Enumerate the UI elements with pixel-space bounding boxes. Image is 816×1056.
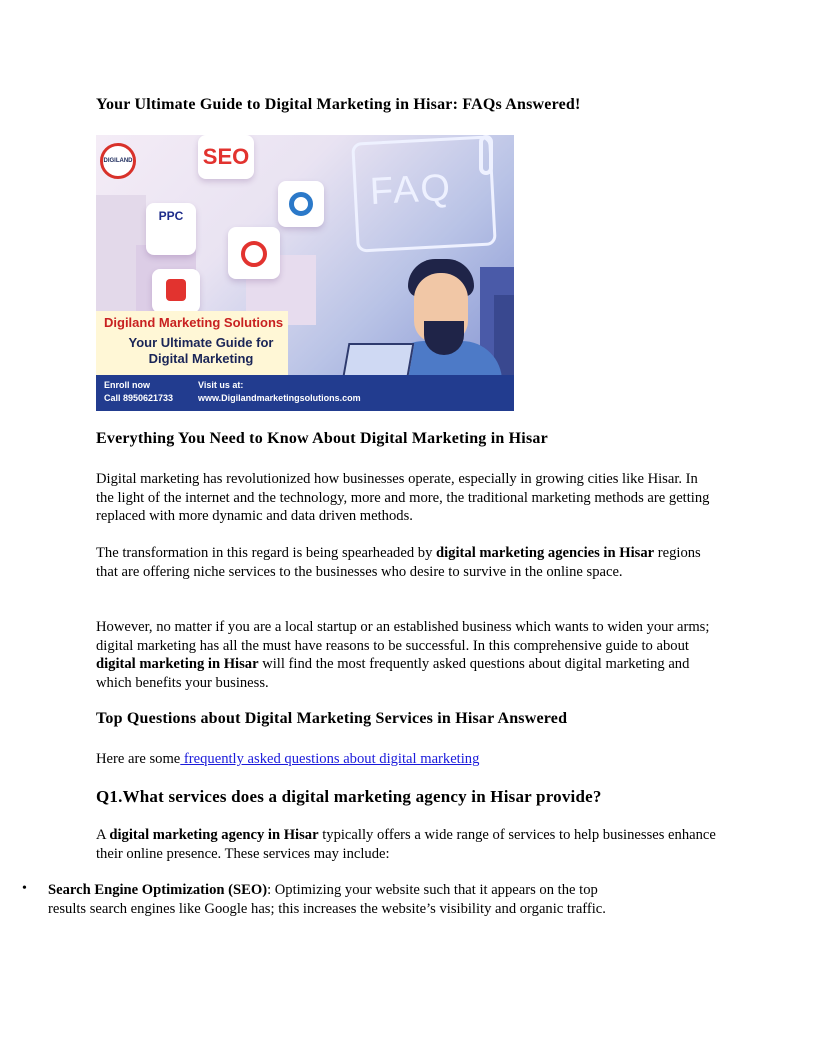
section-heading-overview: Everything You Need to Know About Digital Marketing in Hisar (96, 430, 548, 447)
paragraph-transformation: The transformation in this regard is being spearheaded by digital marketing agencies in Hisar regions that are offering niche services to the businesses who desire to survive in the online space. (96, 545, 701, 580)
seo-card-icon: SEO (198, 135, 254, 179)
paperclip-icon (479, 135, 493, 175)
services-list (0, 881, 620, 918)
section-heading-top-questions: Top Questions about Digital Marketing Services in Hisar Answered (96, 710, 568, 727)
bullet-icon: • (22, 881, 27, 896)
faq-link[interactable]: frequently asked questions about digital marketing (180, 751, 480, 767)
digiland-logo: DIGILAND (100, 143, 136, 179)
brand-name: Digiland Marketing Solutions (104, 315, 284, 330)
page-title: Your Ultimate Guide to Digital Marketing in Hisar: FAQs Answered! (96, 96, 581, 113)
home-icon (152, 269, 200, 313)
paragraph-agency-services: A digital marketing agency in Hisar typically offers a wide range of services to help businesses enhance their online presence. These services may include: (96, 827, 716, 862)
visit-url: www.Digilandmarketingsolutions.com (198, 393, 361, 403)
dial-icon (228, 227, 280, 279)
paragraph-faq-lead: Here are some frequently asked questions about digital marketing (96, 751, 480, 767)
hero-banner-image (96, 135, 514, 411)
visit-label: Visit us at: (198, 380, 244, 390)
paragraph-guide: However, no matter if you are a local startup or an established business which wants to widen your arms; digital marketing has all the must have reasons to be successful. In this comprehensive guide to about digital marketing in Hisar will find the most frequently asked questions about digital marketing and which benefits your business. (96, 619, 710, 691)
ppc-card-icon: PPC (146, 203, 196, 255)
enroll-phone: Call 8950621733 (104, 393, 174, 403)
section-heading-q1: Q1.What services does a digital marketing agency in Hisar provide? (96, 787, 602, 806)
list-item: Search Engine Optimization (SEO): Optimizing your website such that it appears on the top results search engines like Google has; this increases the website’s visibility and organic traffic. (48, 882, 606, 917)
ring-icon (278, 181, 324, 227)
paragraph-intro: Digital marketing has revolutionized how businesses operate, especially in growing cities like Hisar. In the light of the internet and the technology, more and more, the traditional marketing methods are getting replaced with more dynamic and data driven methods. (96, 471, 710, 524)
faq-text: FAQ (368, 166, 454, 214)
hero-tagline: Your Ultimate Guide for Digital Marketing (128, 335, 274, 366)
enroll-label: Enroll now (104, 380, 150, 390)
